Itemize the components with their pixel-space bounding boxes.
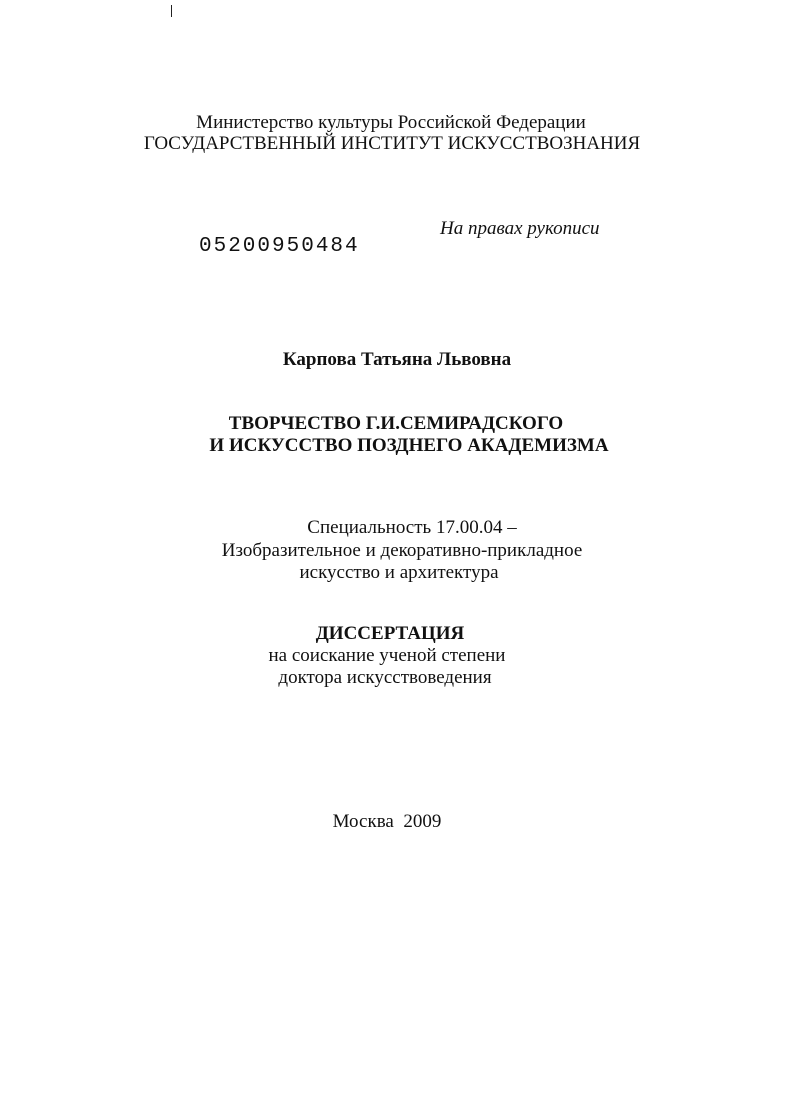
dissertation-line-1: на соискание ученой степени bbox=[268, 645, 506, 666]
document-code: 05200950484 bbox=[199, 235, 360, 258]
ministry-line: Министерство культуры Российской Федерации bbox=[196, 112, 586, 133]
institute-line: ГОСУДАРСТВЕННЫЙ ИНСТИТУТ ИСКУССТВОЗНАНИЯ bbox=[143, 133, 641, 154]
author-name: Карпова Татьяна Львовна bbox=[282, 349, 512, 370]
dissertation-line-2: доктора искусствоведения bbox=[278, 667, 492, 688]
title-line-1: ТВОРЧЕСТВО Г.И.СЕМИРАДСКОГО bbox=[228, 413, 564, 434]
specialty-line-3: искусство и архитектура bbox=[299, 562, 499, 583]
rights-note: На правах рукописи bbox=[440, 218, 600, 239]
title-line-2: И ИСКУССТВО ПОЗДНЕГО АКАДЕМИЗМА bbox=[209, 435, 609, 456]
specialty-line-2: Изобразительное и декоративно-прикладное bbox=[221, 540, 583, 561]
scan-mark bbox=[171, 5, 172, 17]
dissertation-heading: ДИССЕРТАЦИЯ bbox=[315, 623, 465, 644]
specialty-line-1: Специальность 17.00.04 – bbox=[307, 517, 517, 538]
place-year: Москва 2009 bbox=[332, 811, 442, 832]
